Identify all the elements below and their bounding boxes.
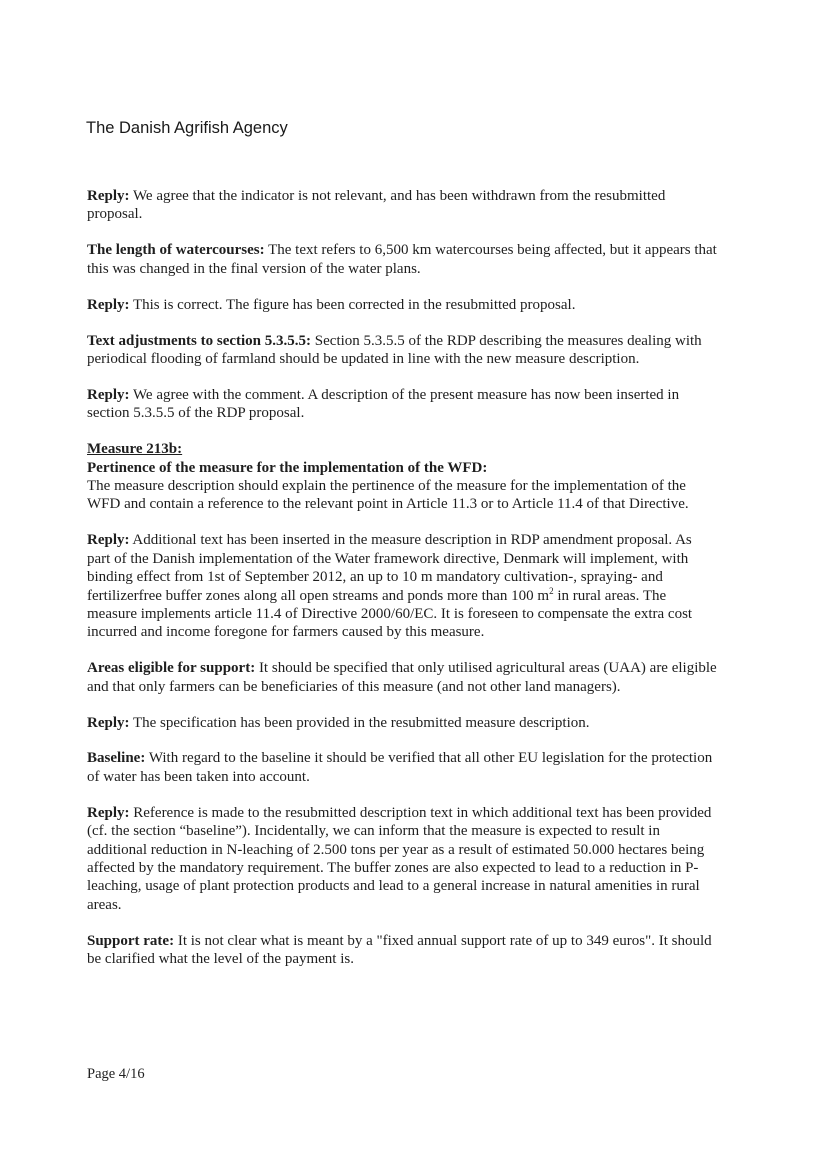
paragraph-label: Reply: — [87, 714, 130, 731]
paragraph-areas-eligible — [87, 659, 717, 696]
paragraph-reply-figure — [87, 296, 717, 314]
measure-section — [87, 440, 717, 514]
paragraph-text: It should be specified that only utilised agricultural areas (UAA) are eligible and that only farmers can be beneficiaries of this measure (and not other land managers). — [87, 660, 717, 695]
paragraph-label: Areas eligible for support: — [87, 660, 256, 677]
page-number: Page 4/16 — [87, 1066, 145, 1082]
paragraph-label: Reply: — [87, 296, 130, 313]
paragraph-text-continued: in rural areas. The measure implements article 11.4 of Directive 2000/60/EC. It is foreseen to compensate the extra cost incurred and income foregone for farmers caused by this measure. — [87, 587, 693, 641]
paragraph-label: Text adjustments to section 5.3.5.5: — [87, 332, 312, 349]
measure-heading: Measure 213b: — [87, 441, 183, 458]
paragraph-label: Reply: — [87, 532, 130, 549]
paragraph-reply-indicator — [87, 187, 717, 224]
paragraph-text: It is not clear what is meant by a "fixed annual support rate of up to 349 euros". It should be clarified what the level of the payment is. — [87, 932, 712, 968]
paragraph-text: This is correct. The figure has been corrected in the resubmitted proposal. — [129, 296, 576, 313]
paragraph-reply-buffer-zones — [87, 531, 717, 641]
paragraph-label: Reply: — [87, 804, 130, 821]
paragraph-reply-baseline — [87, 804, 717, 914]
measure-subheading: Pertinence of the measure for the implementation of the WFD: — [87, 459, 488, 476]
paragraph-reply-comment — [87, 386, 717, 423]
paragraph-label: Support rate: — [87, 932, 175, 949]
paragraph-baseline — [87, 749, 717, 786]
paragraph-text: We agree with the comment. A description of the present measure has now been inserted in section 5.3.5.5 of the RDP proposal. — [87, 386, 680, 422]
paragraph-support-rate — [87, 932, 717, 969]
paragraph-reply-specification — [87, 714, 717, 732]
measure-text: The measure description should explain the pertinence of the measure for the implementation of the WFD and contain a reference to the relevant point in Article 11.3 or to Article 11.4 of that Directive. — [87, 477, 689, 513]
superscript: 2 — [549, 585, 554, 596]
paragraph-label: Reply: — [87, 386, 130, 403]
paragraph-text: The specification has been provided in the resubmitted measure description. — [129, 714, 590, 731]
paragraph-label: The length of watercourses: — [87, 242, 265, 259]
paragraph-text: Additional text has been inserted in the measure description in RDP amendment proposal. As part of the Danish implementation of the Water framework directive, Denmark will implement, with binding effect from 1st of September 2012, an up to 10 m mandatory cultivation-, spraying- and fertilizerfree buffer zones along all open streams and ponds more than 100 m — [87, 532, 692, 604]
paragraph-text: The text refers to 6,500 km watercourses being affected, but it appears that this was changed in the final version of the water plans. — [87, 242, 717, 277]
document-body — [87, 187, 717, 986]
paragraph-text: We agree that the indicator is not relevant, and has been withdrawn from the resubmitted proposal. — [87, 188, 666, 223]
paragraph-text-adjustments — [87, 332, 717, 369]
paragraph-text: Reference is made to the resubmitted description text in which additional text has been provided (cf. the section “baseline”). Incidentally, we can inform that the measure is expected to result in additional reduction in N-leaching of 2.500 tons per year as a result of estimated 50.000 hectares being affected by the mandatory requirement. The buffer zones are also expected to lead to a reduction in P-leaching, usage of plant protection products and lead to a general increase in natural amenities in rural areas. — [87, 804, 712, 913]
paragraph-watercourses — [87, 241, 717, 278]
paragraph-label: Reply: — [87, 188, 130, 204]
agency-header: The Danish Agrifish Agency — [86, 119, 288, 137]
paragraph-label: Baseline: — [87, 750, 146, 767]
paragraph-text: With regard to the baseline it should be verified that all other EU legislation for the protection of water has been taken into account. — [87, 750, 713, 785]
paragraph-text: Section 5.3.5.5 of the RDP describing the measures dealing with periodical flooding of farmland should be updated in line with the new measure description. — [87, 332, 702, 367]
